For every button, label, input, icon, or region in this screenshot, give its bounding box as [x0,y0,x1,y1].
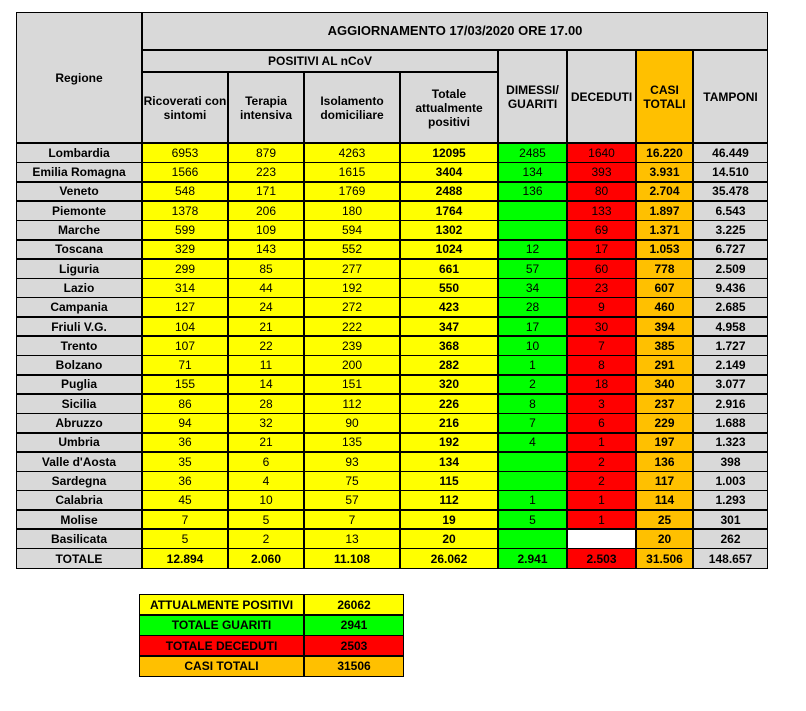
row-deceduti-cell: 7 [567,336,636,356]
row-deceduti-cell [567,529,636,549]
row-isolamento-cell: 272 [304,297,400,317]
row-isolamento-cell: 594 [304,220,400,240]
row-terapia-cell: 109 [228,220,304,240]
row-totale-cell: 12095 [400,143,498,163]
row-isolamento-cell: 192 [304,278,400,298]
total-isolamento-cell: 11.108 [304,548,400,569]
row-totale-cell: 550 [400,278,498,298]
row-regione-cell: Lombardia [16,143,142,163]
row-dimessi-cell: 136 [498,182,567,202]
row-dimessi-cell: 2 [498,375,567,395]
row-deceduti-cell: 133 [567,201,636,221]
row-regione-cell: Puglia [16,375,142,395]
row-tamponi-cell: 6.543 [693,201,768,221]
row-regione-cell: Calabria [16,490,142,510]
row-deceduti-cell: 69 [567,220,636,240]
row-totale-cell: 320 [400,375,498,395]
row-deceduti-cell: 8 [567,355,636,375]
row-tamponi-cell: 35.478 [693,182,768,202]
header-terapia: Terapia intensiva [228,72,304,143]
row-isolamento-cell: 13 [304,529,400,549]
row-regione-cell: Marche [16,220,142,240]
header-tamponi: TAMPONI [693,50,768,143]
row-totale-cell: 661 [400,259,498,279]
row-casi-cell: 229 [636,413,693,433]
row-isolamento-cell: 57 [304,490,400,510]
summary-table [139,594,404,676]
row-tamponi-cell: 3.225 [693,220,768,240]
row-tamponi-cell: 2.149 [693,355,768,375]
row-isolamento-cell: 90 [304,413,400,433]
row-terapia-cell: 11 [228,355,304,375]
row-deceduti-cell: 1 [567,510,636,530]
row-terapia-cell: 879 [228,143,304,163]
row-ricoverati-cell: 548 [142,182,228,202]
summary-value: 2941 [304,615,404,636]
row-ricoverati-cell: 94 [142,413,228,433]
row-ricoverati-cell: 299 [142,259,228,279]
row-isolamento-cell: 1615 [304,162,400,182]
row-regione-cell: Piemonte [16,201,142,221]
row-isolamento-cell: 75 [304,471,400,491]
total-deceduti-cell: 2.503 [567,548,636,569]
row-terapia-cell: 206 [228,201,304,221]
row-dimessi-cell: 134 [498,162,567,182]
row-ricoverati-cell: 1566 [142,162,228,182]
row-casi-cell: 291 [636,355,693,375]
row-dimessi-cell: 1 [498,490,567,510]
row-totale-cell: 134 [400,452,498,472]
row-tamponi-cell: 1.323 [693,433,768,453]
row-terapia-cell: 2 [228,529,304,549]
row-dimessi-cell: 5 [498,510,567,530]
row-isolamento-cell: 93 [304,452,400,472]
row-isolamento-cell: 277 [304,259,400,279]
row-ricoverati-cell: 71 [142,355,228,375]
row-ricoverati-cell: 329 [142,240,228,260]
row-ricoverati-cell: 7 [142,510,228,530]
row-dimessi-cell: 2485 [498,143,567,163]
row-casi-cell: 394 [636,317,693,337]
header-deceduti: DECEDUTI [567,50,636,143]
row-totale-cell: 115 [400,471,498,491]
row-regione-cell: Emilia Romagna [16,162,142,182]
row-dimessi-cell [498,201,567,221]
row-tamponi-cell: 398 [693,452,768,472]
row-casi-cell: 1.897 [636,201,693,221]
row-casi-cell: 16.220 [636,143,693,163]
row-deceduti-cell: 2 [567,471,636,491]
row-totale-cell: 423 [400,297,498,317]
row-dimessi-cell: 28 [498,297,567,317]
row-isolamento-cell: 552 [304,240,400,260]
row-dimessi-cell: 10 [498,336,567,356]
row-deceduti-cell: 3 [567,394,636,414]
row-casi-cell: 385 [636,336,693,356]
row-isolamento-cell: 200 [304,355,400,375]
row-regione-cell: Liguria [16,259,142,279]
row-regione-cell: Lazio [16,278,142,298]
row-regione-cell: Valle d'Aosta [16,452,142,472]
row-deceduti-cell: 23 [567,278,636,298]
row-tamponi-cell: 1.293 [693,490,768,510]
row-terapia-cell: 5 [228,510,304,530]
summary-label: ATTUALMENTE POSITIVI [139,594,304,615]
row-dimessi-cell: 34 [498,278,567,298]
row-casi-cell: 2.704 [636,182,693,202]
row-casi-cell: 1.371 [636,220,693,240]
row-deceduti-cell: 80 [567,182,636,202]
row-regione-cell: Sicilia [16,394,142,414]
row-tamponi-cell: 2.916 [693,394,768,414]
row-isolamento-cell: 151 [304,375,400,395]
row-ricoverati-cell: 314 [142,278,228,298]
row-casi-cell: 117 [636,471,693,491]
row-ricoverati-cell: 127 [142,297,228,317]
row-totale-cell: 216 [400,413,498,433]
row-casi-cell: 340 [636,375,693,395]
row-totale-cell: 19 [400,510,498,530]
row-dimessi-cell [498,220,567,240]
header-totale-positivi: Totale attualmente positivi [400,72,498,143]
row-totale-cell: 2488 [400,182,498,202]
header-positivi-group: POSITIVI AL nCoV [142,50,498,72]
row-tamponi-cell: 14.510 [693,162,768,182]
row-dimessi-cell: 17 [498,317,567,337]
row-casi-cell: 460 [636,297,693,317]
row-ricoverati-cell: 6953 [142,143,228,163]
row-terapia-cell: 21 [228,433,304,453]
row-terapia-cell: 28 [228,394,304,414]
total-terapia-cell: 2.060 [228,548,304,569]
row-casi-cell: 197 [636,433,693,453]
summary-label: CASI TOTALI [139,656,304,677]
row-dimessi-cell: 12 [498,240,567,260]
row-totale-cell: 112 [400,490,498,510]
row-dimessi-cell: 57 [498,259,567,279]
row-regione-cell: Umbria [16,433,142,453]
total-totale-cell: 26.062 [400,548,498,569]
row-isolamento-cell: 135 [304,433,400,453]
row-deceduti-cell: 2 [567,452,636,472]
row-terapia-cell: 143 [228,240,304,260]
row-isolamento-cell: 239 [304,336,400,356]
row-terapia-cell: 21 [228,317,304,337]
row-totale-cell: 282 [400,355,498,375]
row-totale-cell: 1024 [400,240,498,260]
row-isolamento-cell: 112 [304,394,400,414]
row-regione-cell: Trento [16,336,142,356]
row-totale-cell: 3404 [400,162,498,182]
row-regione-cell: Basilicata [16,529,142,549]
row-ricoverati-cell: 107 [142,336,228,356]
row-dimessi-cell: 8 [498,394,567,414]
row-terapia-cell: 223 [228,162,304,182]
row-terapia-cell: 22 [228,336,304,356]
row-dimessi-cell [498,452,567,472]
summary-value: 26062 [304,594,404,615]
row-tamponi-cell: 1.688 [693,413,768,433]
row-dimessi-cell [498,471,567,491]
row-casi-cell: 20 [636,529,693,549]
row-casi-cell: 1.053 [636,240,693,260]
row-regione-cell: Sardegna [16,471,142,491]
row-dimessi-cell [498,529,567,549]
row-regione-cell: Bolzano [16,355,142,375]
header-isolamento: Isolamento domiciliare [304,72,400,143]
row-deceduti-cell: 18 [567,375,636,395]
total-ricoverati-cell: 12.894 [142,548,228,569]
summary-label: TOTALE GUARITI [139,615,304,636]
summary-value: 2503 [304,635,404,656]
row-deceduti-cell: 30 [567,317,636,337]
row-totale-cell: 226 [400,394,498,414]
row-deceduti-cell: 17 [567,240,636,260]
total-tamponi-cell: 148.657 [693,548,768,569]
row-ricoverati-cell: 104 [142,317,228,337]
row-regione-cell: Veneto [16,182,142,202]
row-tamponi-cell: 6.727 [693,240,768,260]
row-terapia-cell: 14 [228,375,304,395]
row-totale-cell: 20 [400,529,498,549]
header-aggiornamento: AGGIORNAMENTO 17/03/2020 ORE 17.00 [142,12,768,50]
row-regione-cell: Toscana [16,240,142,260]
row-casi-cell: 136 [636,452,693,472]
row-deceduti-cell: 1640 [567,143,636,163]
row-terapia-cell: 6 [228,452,304,472]
row-casi-cell: 607 [636,278,693,298]
row-isolamento-cell: 222 [304,317,400,337]
row-regione-cell: Abruzzo [16,413,142,433]
row-ricoverati-cell: 35 [142,452,228,472]
row-deceduti-cell: 1 [567,490,636,510]
summary-value: 31506 [304,656,404,677]
header-casi-totali: CASI TOTALI [636,50,693,143]
row-isolamento-cell: 180 [304,201,400,221]
summary-label: TOTALE DECEDUTI [139,635,304,656]
row-totale-cell: 347 [400,317,498,337]
row-deceduti-cell: 60 [567,259,636,279]
row-terapia-cell: 10 [228,490,304,510]
row-casi-cell: 778 [636,259,693,279]
row-ricoverati-cell: 599 [142,220,228,240]
row-totale-cell: 192 [400,433,498,453]
row-tamponi-cell: 1.727 [693,336,768,356]
row-regione-cell: Friuli V.G. [16,317,142,337]
row-tamponi-cell: 301 [693,510,768,530]
row-terapia-cell: 85 [228,259,304,279]
row-ricoverati-cell: 45 [142,490,228,510]
row-casi-cell: 114 [636,490,693,510]
header-ricoverati: Ricoverati con sintomi [142,72,228,143]
row-dimessi-cell: 7 [498,413,567,433]
row-ricoverati-cell: 155 [142,375,228,395]
row-tamponi-cell: 1.003 [693,471,768,491]
row-regione-cell: Campania [16,297,142,317]
row-tamponi-cell: 4.958 [693,317,768,337]
row-deceduti-cell: 9 [567,297,636,317]
row-ricoverati-cell: 36 [142,471,228,491]
row-casi-cell: 25 [636,510,693,530]
row-tamponi-cell: 46.449 [693,143,768,163]
row-ricoverati-cell: 5 [142,529,228,549]
row-ricoverati-cell: 86 [142,394,228,414]
row-isolamento-cell: 4263 [304,143,400,163]
row-casi-cell: 3.931 [636,162,693,182]
row-terapia-cell: 32 [228,413,304,433]
row-ricoverati-cell: 1378 [142,201,228,221]
row-tamponi-cell: 2.685 [693,297,768,317]
row-terapia-cell: 171 [228,182,304,202]
row-tamponi-cell: 3.077 [693,375,768,395]
row-casi-cell: 237 [636,394,693,414]
row-deceduti-cell: 393 [567,162,636,182]
row-tamponi-cell: 2.509 [693,259,768,279]
total-casi-cell: 31.506 [636,548,693,569]
row-deceduti-cell: 1 [567,433,636,453]
header-regione: Regione [16,12,142,143]
row-regione-cell: Molise [16,510,142,530]
row-isolamento-cell: 1769 [304,182,400,202]
row-ricoverati-cell: 36 [142,433,228,453]
covid-region-table [16,12,768,569]
row-terapia-cell: 4 [228,471,304,491]
row-dimessi-cell: 4 [498,433,567,453]
row-totale-cell: 368 [400,336,498,356]
total-regione-cell: TOTALE [16,548,142,569]
row-terapia-cell: 44 [228,278,304,298]
row-dimessi-cell: 1 [498,355,567,375]
header-dimessi: DIMESSI/ GUARITI [498,50,567,143]
row-totale-cell: 1764 [400,201,498,221]
row-tamponi-cell: 9.436 [693,278,768,298]
total-dimessi-cell: 2.941 [498,548,567,569]
row-isolamento-cell: 7 [304,510,400,530]
row-totale-cell: 1302 [400,220,498,240]
row-terapia-cell: 24 [228,297,304,317]
row-tamponi-cell: 262 [693,529,768,549]
row-deceduti-cell: 6 [567,413,636,433]
